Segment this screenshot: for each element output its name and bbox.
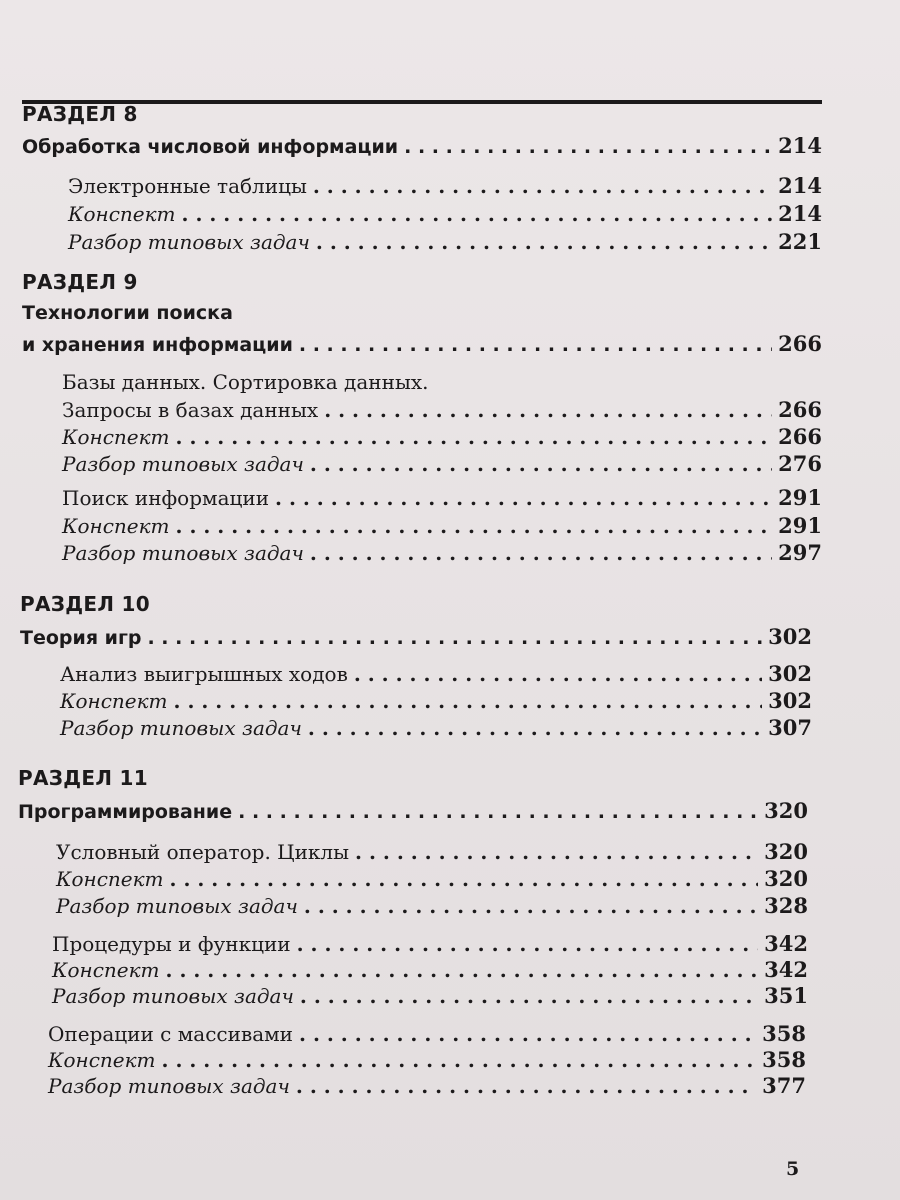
toc-entry-title: Условный оператор. Циклы [56,840,350,864]
leader-dots [166,958,759,982]
toc-entry-page: 266 [778,331,822,356]
toc-entry-title: Конспект [56,867,164,891]
toc-entry-title: Анализ выигрышных ходов [60,662,348,686]
toc-entry-page: 302 [768,688,812,713]
toc-entry[interactable] [56,866,808,894]
toc-entry-title: Разбор типовых задач [62,541,304,565]
toc-entry[interactable] [22,133,822,161]
toc-entry-page: 358 [762,1047,806,1072]
toc-entry-title: Конспект [68,202,176,226]
toc-entry[interactable] [52,957,808,985]
leader-dots [296,1074,756,1098]
leader-dots [176,514,773,538]
leader-dots [300,984,758,1008]
toc-entry-page: 342 [764,957,808,982]
toc-entry[interactable] [62,397,822,425]
page-number: 5 [786,1158,800,1180]
top-rule [22,100,822,104]
leader-dots [238,801,758,823]
leader-dots [299,1022,756,1046]
leader-dots [182,202,773,226]
toc-entry[interactable] [48,1021,806,1049]
toc-entry-title: Разбор типовых задач [68,230,310,254]
leader-dots [316,230,772,254]
leader-dots [304,894,758,918]
toc-entry-page: 221 [778,229,822,254]
leader-dots [176,425,773,449]
toc-entry-page: 307 [768,715,812,740]
toc-entry-page: 266 [778,424,822,449]
toc-entry-title: Операции с массивами [48,1022,294,1046]
leader-dots [299,334,772,356]
toc-entry-page: 297 [778,540,822,565]
toc-entry-page: 351 [764,983,808,1008]
toc-entry[interactable] [68,229,822,257]
toc-entry[interactable] [68,173,822,201]
leader-dots [310,452,772,476]
leader-dots [313,174,772,198]
toc-entry-title: Конспект [62,425,170,449]
toc-entry-title: Теория игр [20,627,142,649]
toc-entry[interactable] [22,331,822,359]
toc-entry[interactable] [20,624,812,652]
leader-dots [404,136,772,158]
leader-dots [308,716,762,740]
toc-entry-title: Процедуры и функции [52,932,291,956]
toc-entry-title: Конспект [52,958,160,982]
toc-entry-page: 342 [764,931,808,956]
toc-entry-page: 328 [764,893,808,918]
toc-entry-title: Разбор типовых задач [48,1074,290,1098]
toc-entry-title: Конспект [48,1048,156,1072]
toc-entry[interactable] [60,688,812,716]
leader-dots [174,689,763,713]
toc-entry-page: 358 [762,1021,806,1046]
section-header: РАЗДЕЛ 9 [22,270,138,294]
toc-entry[interactable] [56,893,808,921]
leader-dots [297,932,759,956]
leader-dots [275,486,772,510]
toc-entry[interactable] [52,983,808,1011]
toc-entry-page: 377 [762,1073,806,1098]
toc-entry[interactable] [62,513,822,541]
toc-entry[interactable] [62,540,822,568]
toc-entry[interactable] [56,839,808,867]
leader-dots [147,627,762,649]
toc-entry[interactable] [52,931,808,959]
toc-entry[interactable] [60,715,812,743]
toc-entry-page: 302 [768,661,812,686]
toc-entry-title: и хранения информации [22,334,293,356]
toc-entry-page: 291 [778,513,822,538]
toc-entry-title: Обработка числовой информации [22,136,399,158]
section-header: РАЗДЕЛ 11 [18,766,148,790]
leader-dots [324,398,772,422]
toc-entry-page: 302 [768,624,812,649]
toc-entry-page: 214 [778,201,822,226]
toc-entry[interactable] [18,798,808,826]
toc-entry-page: 320 [764,798,808,823]
toc-entry-page: 276 [778,451,822,476]
toc-entry-title: Конспект [60,689,168,713]
toc-entry-page: 214 [778,173,822,198]
toc-entry[interactable] [68,201,822,229]
toc-entry[interactable] [62,485,822,513]
leader-dots [162,1048,757,1072]
toc-entry-title: Разбор типовых задач [52,984,294,1008]
section-title-line: Технологии поиска [22,302,233,324]
leader-dots [170,867,759,891]
toc-entry-title: Запросы в базах данных [62,398,319,422]
toc-entry-page: 320 [764,839,808,864]
leader-dots [354,662,762,686]
section-header: РАЗДЕЛ 10 [20,592,150,616]
toc-entry-page: 214 [778,133,822,158]
toc-entry-title-line: Базы данных. Сортировка данных. [62,370,429,394]
toc-entry-page: 320 [764,866,808,891]
toc-entry[interactable] [48,1073,806,1101]
toc-entry-title: Разбор типовых задач [56,894,298,918]
toc-entry[interactable] [62,451,822,479]
leader-dots [355,840,758,864]
toc-entry[interactable] [48,1047,806,1075]
toc-entry-title: Разбор типовых задач [62,452,304,476]
toc-entry-title: Электронные таблицы [68,174,307,198]
toc-entry-title: Поиск информации [62,486,270,510]
toc-entry-title: Разбор типовых задач [60,716,302,740]
toc-entry-title: Конспект [62,514,170,538]
leader-dots [310,541,772,565]
toc-entry[interactable] [60,661,812,689]
toc-entry-page: 266 [778,397,822,422]
toc-entry[interactable] [62,424,822,452]
section-header: РАЗДЕЛ 8 [22,102,138,126]
toc-entry-page: 291 [778,485,822,510]
toc-entry-title: Программирование [18,801,233,823]
